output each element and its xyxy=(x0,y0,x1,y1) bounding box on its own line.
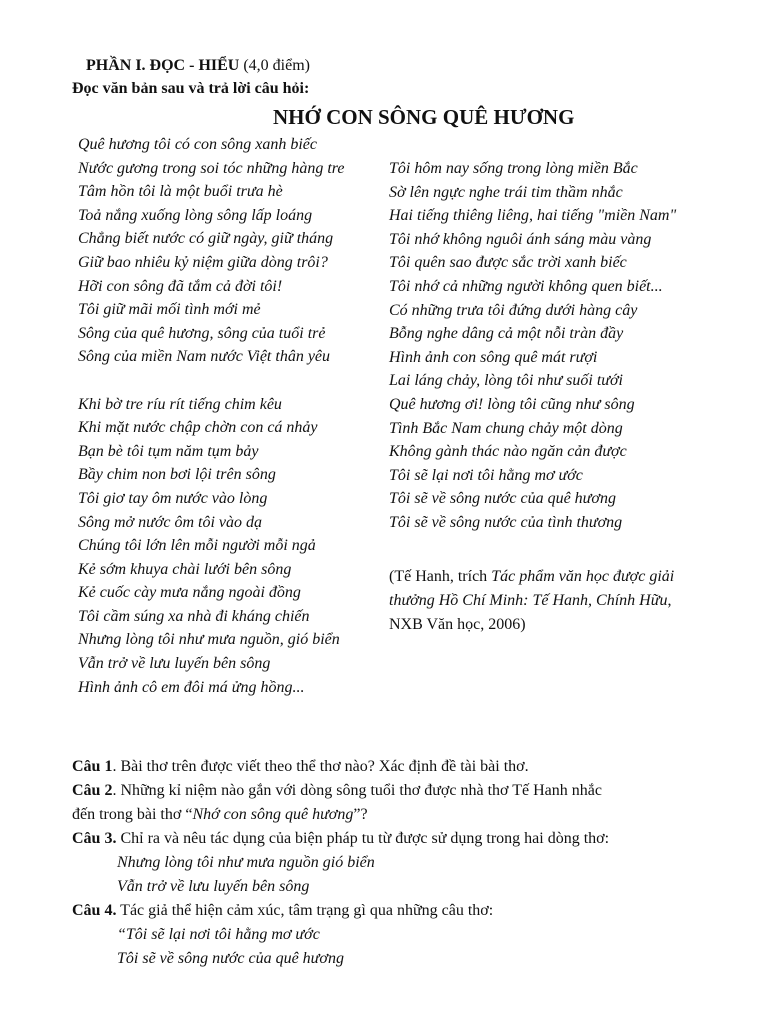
poem-line: Chúng tôi lớn lên mỗi người mỗi ngả xyxy=(78,537,316,555)
poem-line: Bầy chim non bơi lội trên sông xyxy=(78,466,276,484)
poem-line: Kẻ cuốc cày mưa nắng ngoài đồng xyxy=(78,584,301,602)
question-2-poem-title: Nhớ con sông quê hương xyxy=(192,806,354,823)
question-4-label: Câu 4. xyxy=(72,902,117,919)
poem-line xyxy=(78,369,345,393)
citation-line-3: NXB Văn học, 2006) xyxy=(389,616,526,633)
poem-line: Tôi sẽ về sông nước của quê hương xyxy=(389,490,616,508)
section-heading: PHẦN I. ĐỌC - HIỂU xyxy=(86,57,240,74)
poem-line: Hỡi con sông đã tắm cả đời tôi! xyxy=(78,277,283,295)
poem-line: Bỗng nghe dâng cả một nỗi tràn đầy xyxy=(389,325,624,343)
citation-line-2 xyxy=(389,589,671,613)
instruction: Đọc văn bản sau và trả lời câu hỏi: xyxy=(72,80,310,97)
poem-line: Tôi sẽ lại nơi tôi hằng mơ ước xyxy=(389,466,583,484)
question-1-text: . Bài thơ trên được viết theo thể thơ nào? Xác định đề tài bài thơ. xyxy=(112,758,529,775)
question-3-quote-2: Vẫn trở về lưu luyến bên sông xyxy=(117,878,310,895)
poem-line: Vẫn trở về lưu luyến bên sông xyxy=(78,655,271,673)
poem-line: Giữ bao nhiêu kỷ niệm giữa dòng trôi? xyxy=(78,253,328,271)
poem-line: Tôi cầm súng xa nhà đi kháng chiến xyxy=(78,607,310,625)
question-3 xyxy=(72,827,609,851)
poem-line: Tôi sẽ về sông nước của tình thương xyxy=(389,513,623,531)
poem-line: Sờ lên ngực nghe trái tim thầm nhắc xyxy=(389,183,623,201)
citation-line-1 xyxy=(389,565,674,589)
poem-line: Nhưng lòng tôi như mưa nguồn, gió biển xyxy=(78,631,340,649)
question-2 xyxy=(72,779,602,803)
poem-line: Chẳng biết nước có giữ ngày, giữ tháng xyxy=(78,230,334,248)
poem-line: Hình ảnh con sông quê mát rượi xyxy=(389,348,598,366)
poem-right-column xyxy=(389,157,676,535)
citation-comma: , xyxy=(667,592,672,609)
poem-line: Tôi hôm nay sống trong lòng miền Bắc xyxy=(389,160,638,177)
poem-line: Sông mở nước ôm tôi vào dạ xyxy=(78,513,263,531)
question-4-quote-1: “Tôi sẽ lại nơi tôi hằng mơ ước xyxy=(117,926,320,943)
poem-title: NHỚ CON SÔNG QUÊ HƯƠNG xyxy=(273,105,575,129)
poem-line: Tôi nhớ cả những người không quen biết... xyxy=(389,277,663,295)
question-3-quote-1: Nhưng lòng tôi như mưa nguồn gió biển xyxy=(117,854,375,871)
citation-prefix: (Tế Hanh, trích xyxy=(389,568,492,585)
question-3-label: Câu 3. xyxy=(72,830,117,847)
question-2-cont-suffix: ”? xyxy=(353,806,368,823)
question-2-text: . Những kỉ niệm nào gắn với dòng sông tuổi thơ được nhà thơ Tế Hanh nhắc xyxy=(112,782,602,799)
poem-line: Bạn bè tôi tụm năm tụm bảy xyxy=(78,442,259,460)
citation-work-line-1: Tác phẩm văn học được giải xyxy=(491,568,675,585)
poem-line: Khi bờ tre ríu rít tiếng chim kêu xyxy=(78,395,282,413)
poem-line: Tâm hồn tôi là một buổi trưa hè xyxy=(78,183,283,201)
poem-line: Sông của quê hương, sông của tuổi trẻ xyxy=(78,324,326,342)
question-4-quote-2: Tôi sẽ về sông nước của quê hương xyxy=(117,950,344,967)
question-1-label: Câu 1 xyxy=(72,758,113,775)
poem-line: Tình Bắc Nam chung chảy một dòng xyxy=(389,419,623,437)
citation-work-line-2: thưởng Hồ Chí Minh: Tế Hanh, Chính Hữu xyxy=(389,592,668,609)
question-3-text: Chỉ ra và nêu tác dụng của biện pháp tu từ được sử dụng trong hai dòng thơ: xyxy=(116,830,610,847)
poem-line: Hình ảnh cô em đôi má ửng hồng... xyxy=(78,678,305,696)
question-2-label: Câu 2 xyxy=(72,782,113,799)
question-2-cont-prefix: đến trong bài thơ “ xyxy=(72,806,193,823)
poem-line: Sông của miền Nam nước Việt thân yêu xyxy=(78,348,331,366)
poem-line: Quê hương tôi có con sông xanh biếc xyxy=(78,136,317,153)
poem-line: Toả nắng xuống lòng sông lấp loáng xyxy=(78,206,313,224)
poem-line: Kẻ sớm khuya chài lưới bên sông xyxy=(78,560,292,578)
poem-left-column xyxy=(78,133,345,699)
question-4 xyxy=(72,899,493,923)
section-points: (4,0 điểm) xyxy=(243,57,310,74)
poem-line: Tôi nhớ không nguôi ánh sáng màu vàng xyxy=(389,230,652,248)
poem-line: Không gành thác nào ngăn cản được xyxy=(389,443,627,461)
poem-line: Khi mặt nước chập chờn con cá nhảy xyxy=(78,419,318,437)
section-header xyxy=(86,55,310,77)
poem-line: Có những trưa tôi đứng dưới hàng cây xyxy=(389,301,638,319)
question-2-continued xyxy=(72,803,368,827)
question-1 xyxy=(72,755,529,779)
poem-line: Tôi giữ mãi mối tình mới mẻ xyxy=(78,301,261,319)
poem-line: Quê hương ơi! lòng tôi cũng như sông xyxy=(389,395,635,413)
poem-line: Tôi giơ tay ôm nước vào lòng xyxy=(78,489,268,507)
question-4-text: Tác giả thể hiện cảm xúc, tâm trạng gì qua những câu thơ: xyxy=(116,902,494,919)
poem-line: Tôi quên sao được sắc trời xanh biếc xyxy=(389,254,627,272)
poem-line: Hai tiếng thiêng liêng, hai tiếng "miền Nam" xyxy=(389,207,677,225)
poem-line: Lai láng chảy, lòng tôi như suối tưới xyxy=(389,372,623,390)
poem-line: Nước gương trong soi tóc những hàng tre xyxy=(78,159,345,177)
